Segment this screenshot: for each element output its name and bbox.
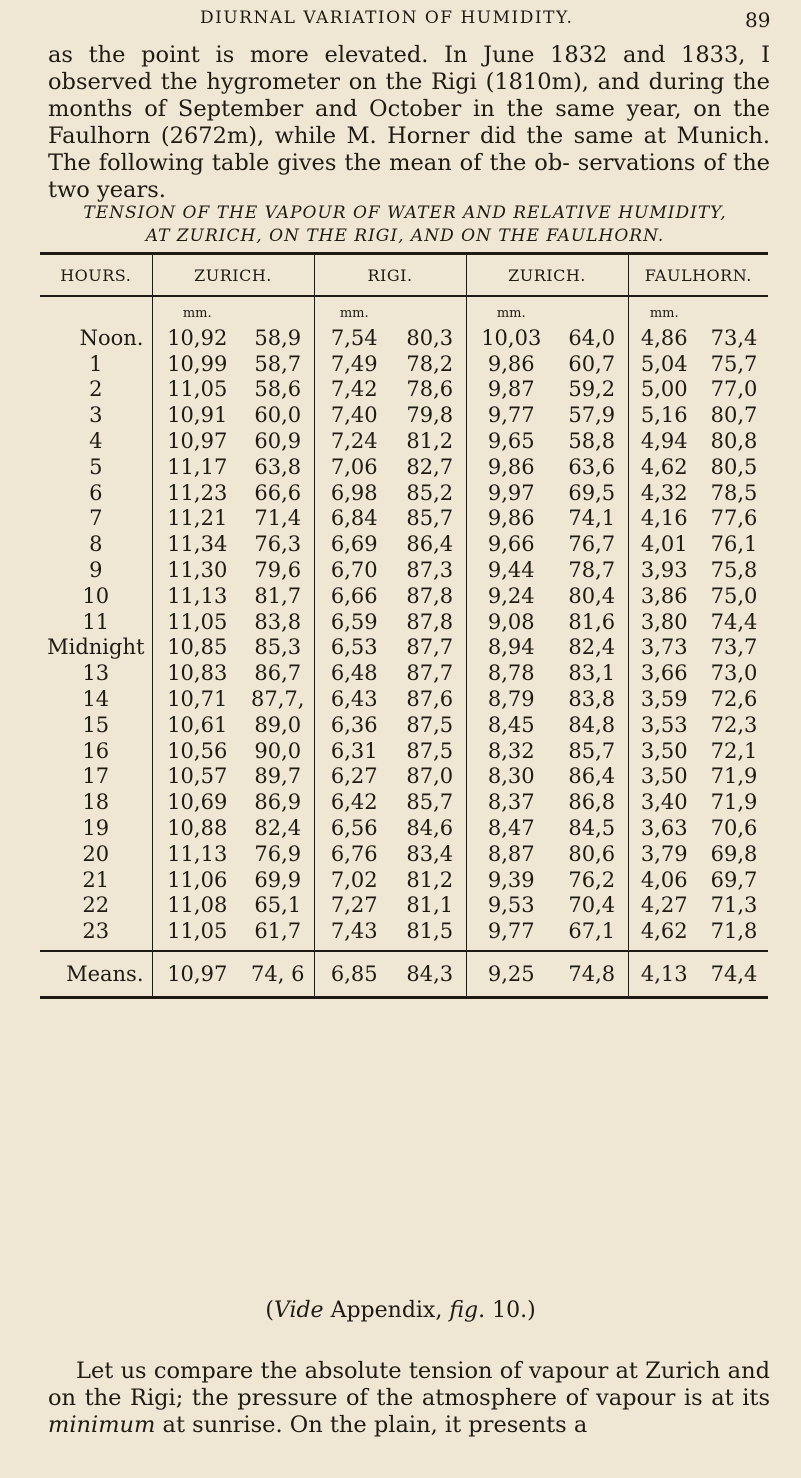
humidity-cell: 79,6 [254,558,302,583]
unit-cell: mm. [152,296,242,325]
humidity-cell: 60,7 [568,351,616,376]
table-row [40,815,768,841]
tension-cell: 6,56 [314,815,394,841]
tension-cell: 11,08 [152,893,242,919]
humidity-cell: 64,0 [568,325,616,350]
hour-cell: 5 [89,454,103,479]
humidity-cell: 80,7 [710,403,758,428]
units-row [40,296,768,325]
humidity-cell: 73,7 [710,635,758,660]
hour-cell: 3 [89,403,103,428]
humidity-cell: 81,6 [568,609,616,634]
tension-cell: 11,13 [152,841,242,867]
tension-cell: 6,43 [314,686,394,712]
hour-cell: 9 [89,558,103,583]
humidity-cell: 83,1 [568,661,616,686]
tension-cell: 6,69 [314,531,394,557]
header-rigi: RIGI. [314,254,466,297]
tension-cell: 7,54 [314,325,394,351]
header-zurich-1: ZURICH. [152,254,314,297]
table-row [40,918,768,951]
means-row [40,951,768,998]
tension-cell: 10,92 [152,325,242,351]
hour-cell: 2 [89,377,103,402]
humidity-cell: 58,6 [254,377,302,402]
humidity-cell: 76,2 [568,867,616,892]
tension-cell: 9,97 [466,480,556,506]
tension-cell: 7,27 [314,893,394,919]
humidity-cell: 75,7 [710,351,758,376]
humidity-cell: 81,7 [254,583,302,608]
humidity-cell: 84,8 [568,712,616,737]
table-row [40,841,768,867]
humidity-cell: 70,6 [710,816,758,841]
hour-cell: 17 [82,764,110,789]
tension-cell: 10,85 [152,635,242,661]
humidity-cell: 60,9 [254,429,302,454]
tension-cell: 6,31 [314,738,394,764]
tension-cell: 6,66 [314,583,394,609]
hour-cell: 13 [82,661,110,686]
tension-cell: 7,02 [314,867,394,893]
tension-cell: 3,59 [628,686,700,712]
tension-cell: 6,36 [314,712,394,738]
humidity-cell: 59,2 [568,377,616,402]
humidity-cell: 73,4 [710,325,758,350]
hour-cell: 6 [89,480,103,505]
table-row [40,738,768,764]
tension-cell: 11,05 [152,377,242,403]
table-row [40,764,768,790]
humidity-cell: 71,8 [700,918,768,951]
tension-cell: 11,21 [152,506,242,532]
humidity-cell: 85,7 [406,790,454,815]
tension-cell: 3,93 [628,557,700,583]
tension-cell: 3,50 [628,738,700,764]
table-title-line-2: AT ZURICH, ON THE RIGI, AND ON THE FAULHORN. [145,226,665,246]
humidity-cell: 87,7 [406,635,454,660]
tension-cell: 5,04 [628,351,700,377]
unit-cell: mm. [314,296,394,325]
humidity-cell: 80,3 [406,325,454,350]
humidity-cell: 76,9 [254,841,302,866]
hour-cell: 1 [89,351,103,376]
table-row [40,480,768,506]
tension-cell: 4,01 [628,531,700,557]
humidity-cell: 69,9 [254,867,302,892]
table-row [40,609,768,635]
humidity-table [40,252,768,999]
humidity-cell: 87,8 [406,609,454,634]
humidity-cell: 71,4 [254,506,302,531]
table-row [40,531,768,557]
humidity-cell: 63,6 [568,454,616,479]
tension-cell: 11,05 [152,918,242,951]
tension-cell: 9,77 [466,918,556,951]
tension-cell: 8,79 [466,686,556,712]
means-label: Means. [66,962,144,987]
humidity-cell: 89,0 [254,712,302,737]
tension-cell: 8,87 [466,841,556,867]
hour-cell: 18 [82,790,110,815]
tension-cell: 3,53 [628,712,700,738]
humidity-cell: 70,4 [568,893,616,918]
hour-cell: 23 [40,918,152,951]
fig-word: fig [449,1298,479,1323]
hour-cell: 11 [82,609,110,634]
tension-cell: 4,86 [628,325,700,351]
means-cell: 4,13 [628,951,700,998]
tension-cell: 6,98 [314,480,394,506]
humidity-cell: 72,1 [710,738,758,763]
humidity-cell: 67,1 [556,918,628,951]
tension-cell: 9,86 [466,351,556,377]
tension-cell: 6,42 [314,789,394,815]
tension-cell: 11,23 [152,480,242,506]
humidity-cell: 84,5 [568,816,616,841]
unit-cell [394,296,466,325]
humidity-cell: 76,1 [710,532,758,557]
means-cell: 84,3 [406,962,454,987]
humidity-cell: 81,1 [406,893,454,918]
tension-cell: 7,40 [314,402,394,428]
humidity-cell: 65,1 [254,893,302,918]
tension-cell: 3,66 [628,660,700,686]
humidity-cell: 60,0 [254,403,302,428]
humidity-cell: 82,4 [568,635,616,660]
humidity-cell: 75,0 [710,583,758,608]
table-title-line-1: TENSION OF THE VAPOUR OF WATER AND RELATIVE HUMIDITY, [83,203,727,223]
humidity-cell: 78,2 [406,351,454,376]
humidity-cell: 71,9 [710,764,758,789]
unit-cell: mm. [628,296,700,325]
humidity-cell: 83,8 [568,687,616,712]
hour-cell: 8 [89,532,103,557]
humidity-cell: 87,0 [406,764,454,789]
hour-cell: 20 [82,841,110,866]
hour-cell: 4 [89,429,103,454]
humidity-cell: 85,2 [406,480,454,505]
humidity-cell: 87,8 [406,583,454,608]
hour-cell: 7 [89,506,103,531]
humidity-cell: 72,3 [710,712,758,737]
hour-cell: 10 [82,583,110,608]
humidity-cell: 76,3 [254,532,302,557]
tension-cell: 3,80 [628,609,700,635]
tension-cell: 9,87 [466,377,556,403]
tension-cell: 3,73 [628,635,700,661]
tension-cell: 3,50 [628,764,700,790]
table-row [40,377,768,403]
emphasis-minimum: minimum [48,1412,156,1438]
tension-cell: 10,88 [152,815,242,841]
table-row [40,454,768,480]
header-zurich-2: ZURICH. [466,254,628,297]
tension-cell: 10,57 [152,764,242,790]
humidity-cell: 86,8 [568,790,616,815]
tension-cell: 8,45 [466,712,556,738]
means-cell: 9,25 [466,951,556,998]
tension-cell: 10,69 [152,789,242,815]
humidity-cell: 86,4 [406,532,454,557]
humidity-cell: 80,8 [710,429,758,454]
humidity-cell: 69,8 [710,841,758,866]
humidity-cell: 82,4 [254,816,302,841]
humidity-cell: 85,7 [568,738,616,763]
tension-cell: 9,53 [466,893,556,919]
hour-cell: Noon. [79,325,144,350]
hour-cell: 14 [82,687,110,712]
tension-cell: 9,44 [466,557,556,583]
unit-cell: mm. [466,296,556,325]
tension-cell: 6,48 [314,660,394,686]
tension-cell: 3,40 [628,789,700,815]
tension-cell: 11,13 [152,583,242,609]
table-row [40,635,768,661]
figure-reference: (Vide Appendix, fig. 10.) [265,1298,536,1323]
humidity-cell: 73,0 [710,661,758,686]
humidity-cell: 57,9 [568,403,616,428]
tension-cell: 7,06 [314,454,394,480]
tension-cell: 7,42 [314,377,394,403]
unit-cell [700,296,768,325]
humidity-cell: 86,4 [568,764,616,789]
tension-cell: 10,61 [152,712,242,738]
humidity-cell: 80,4 [568,583,616,608]
tension-cell: 11,30 [152,557,242,583]
humidity-cell: 79,8 [406,403,454,428]
tension-cell: 4,94 [628,428,700,454]
humidity-cell: 78,7 [568,558,616,583]
means-cell: 74,4 [710,962,758,987]
table-body [40,296,768,951]
humidity-cell: 66,6 [254,480,302,505]
humidity-cell: 84,6 [406,816,454,841]
humidity-cell: 87,5 [406,738,454,763]
means-cell: 74,8 [568,962,616,987]
humidity-cell: 85,3 [254,635,302,660]
humidity-cell: 78,5 [710,480,758,505]
outro-paragraph: Let us compare the absolute tension of vapour at Zurich and on the Rigi; the pressure of the atmosphere of vapour is at its minimum at sunrise. On the plain, it presents a [48,1358,770,1438]
table-row [40,893,768,919]
tension-cell: 6,27 [314,764,394,790]
header-hours: HOURS. [40,254,152,297]
humidity-cell: 87,7, [251,687,305,712]
humidity-cell: 71,3 [710,893,758,918]
means-cell: 74, 6 [251,962,305,987]
tension-cell: 6,76 [314,841,394,867]
humidity-cell: 87,6 [406,687,454,712]
tension-cell: 9,39 [466,867,556,893]
tension-cell: 10,56 [152,738,242,764]
humidity-cell: 74,1 [568,506,616,531]
humidity-cell: 58,7 [254,351,302,376]
header-faulhorn: FAULHORN. [628,254,768,297]
table-row [40,506,768,532]
table-row [40,583,768,609]
humidity-cell: 81,5 [394,918,466,951]
tension-cell: 11,34 [152,531,242,557]
tension-cell: 10,99 [152,351,242,377]
tension-cell: 8,47 [466,815,556,841]
tension-cell: 3,79 [628,841,700,867]
humidity-cell: 58,9 [254,325,302,350]
tension-cell: 6,53 [314,635,394,661]
hour-cell: 19 [82,816,110,841]
means-cell: 10,97 [152,951,242,998]
tension-cell: 9,77 [466,402,556,428]
humidity-cell: 69,5 [568,480,616,505]
tension-cell: 11,06 [152,867,242,893]
tension-cell: 9,08 [466,609,556,635]
tension-cell: 9,86 [466,454,556,480]
tension-cell: 10,71 [152,686,242,712]
tension-cell: 10,83 [152,660,242,686]
humidity-cell: 77,6 [710,506,758,531]
humidity-cell: 80,5 [710,454,758,479]
humidity-cell: 72,6 [710,687,758,712]
vide-word: Vide [273,1298,324,1323]
humidity-cell: 77,0 [710,377,758,402]
tension-cell: 8,37 [466,789,556,815]
table-row [40,712,768,738]
humidity-cell: 90,0 [254,738,302,763]
tension-cell: 4,27 [628,893,700,919]
intro-paragraph: as the point is more elevated. In June 1832 and 1833, I observed the hygrometer on the Rigi (1810m), and during the months of September and October in the same year, on the Faulhorn (2672m), while M. Horner did the same at Munich. The following table gives the mean of the ob- servations of the two years. [48,42,770,203]
humidity-cell: 58,8 [568,429,616,454]
table-row [40,789,768,815]
humidity-cell: 76,7 [568,532,616,557]
tension-cell: 4,16 [628,506,700,532]
tension-cell: 4,62 [628,918,700,951]
humidity-cell: 87,3 [406,558,454,583]
tension-cell: 4,32 [628,480,700,506]
humidity-cell: 86,9 [254,790,302,815]
humidity-cell: 61,7 [242,918,314,951]
humidity-cell: 81,2 [406,867,454,892]
tension-cell: 11,17 [152,454,242,480]
tension-cell: 7,43 [314,918,394,951]
unit-cell [242,296,314,325]
table-row [40,351,768,377]
table-row [40,686,768,712]
humidity-cell: 83,4 [406,841,454,866]
hour-cell: 22 [82,893,110,918]
tension-cell: 4,06 [628,867,700,893]
humidity-cell: 86,7 [254,661,302,686]
tension-cell: 6,70 [314,557,394,583]
tension-cell: 8,32 [466,738,556,764]
humidity-cell: 85,7 [406,506,454,531]
humidity-cell: 78,6 [406,377,454,402]
tension-cell: 10,03 [466,325,556,351]
table-row [40,557,768,583]
humidity-cell: 74,4 [710,609,758,634]
table-row [40,660,768,686]
hour-cell: 21 [82,867,110,892]
humidity-cell: 81,2 [406,429,454,454]
unit-cell [556,296,628,325]
tension-cell: 8,78 [466,660,556,686]
tension-cell: 6,84 [314,506,394,532]
tension-cell: 7,24 [314,428,394,454]
tension-cell: 11,05 [152,609,242,635]
tension-cell: 3,63 [628,815,700,841]
tension-cell: 5,16 [628,402,700,428]
tension-cell: 9,65 [466,428,556,454]
tension-cell: 8,94 [466,635,556,661]
table-header-row [40,254,768,297]
humidity-cell: 75,8 [710,558,758,583]
page-number: 89 [745,8,771,32]
hour-cell: Midnight [47,635,145,660]
tension-cell: 9,86 [466,506,556,532]
running-head: DIURNAL VARIATION OF HUMIDITY. [200,8,574,28]
humidity-cell: 63,8 [254,454,302,479]
tension-cell: 4,62 [628,454,700,480]
tension-cell: 10,91 [152,402,242,428]
humidity-cell: 69,7 [710,867,758,892]
tension-cell: 6,59 [314,609,394,635]
tension-cell: 9,66 [466,531,556,557]
tension-cell: 9,24 [466,583,556,609]
humidity-cell: 83,8 [254,609,302,634]
table-row [40,428,768,454]
humidity-cell: 80,6 [568,841,616,866]
hour-cell: 16 [82,738,110,763]
humidity-cell: 82,7 [406,454,454,479]
hour-cell: 15 [82,712,110,737]
humidity-cell: 87,7 [406,661,454,686]
tension-cell: 3,86 [628,583,700,609]
tension-cell: 8,30 [466,764,556,790]
tension-cell: 5,00 [628,377,700,403]
humidity-cell: 71,9 [710,790,758,815]
tension-cell: 7,49 [314,351,394,377]
table-title [40,202,770,248]
means-cell: 6,85 [314,951,394,998]
table-row [40,402,768,428]
humidity-cell: 87,5 [406,712,454,737]
tension-cell: 10,97 [152,428,242,454]
table-row [40,867,768,893]
humidity-cell: 89,7 [254,764,302,789]
table-row [40,325,768,351]
